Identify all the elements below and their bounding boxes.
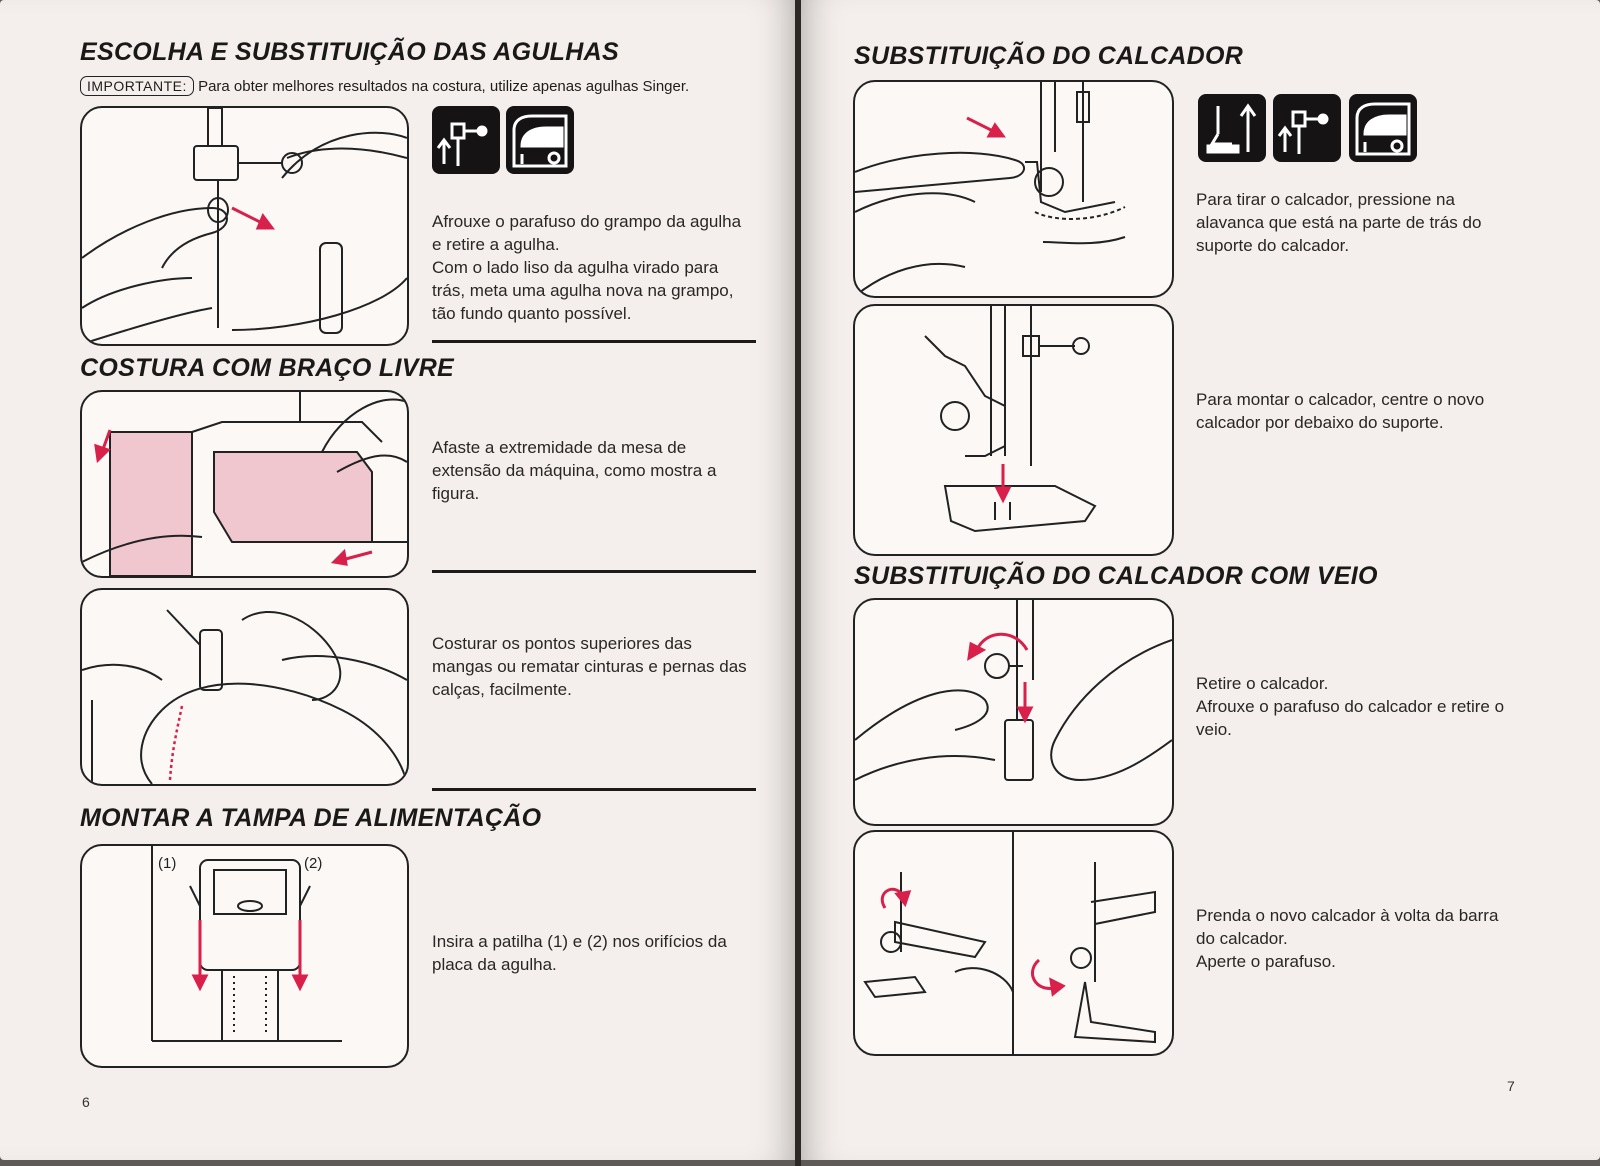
illustration-feed-cover xyxy=(80,844,409,1068)
divider xyxy=(432,340,756,343)
extension-table-drawing xyxy=(82,392,407,576)
needle-instructions: Afrouxe o parafuso do grampo da agulha e retire a agulha. Com o lado liso da agulha virado para trás, meta uma agulha nova na grampo, tão fundo quanto possível. xyxy=(432,212,742,323)
illustration-remove-shank xyxy=(853,598,1174,826)
label-pin-1: (1) xyxy=(158,855,177,872)
illustration-remove-foot xyxy=(853,80,1174,298)
heading-presser-foot: SUBSTITUIÇÃO DO CALCADOR xyxy=(854,42,1244,70)
divider xyxy=(432,788,756,791)
remove-foot-drawing xyxy=(855,82,1172,296)
mount-foot-instructions: Para montar o calcador, centre o novo calcador por debaixo do suporte. xyxy=(1196,390,1485,432)
divider xyxy=(432,570,756,573)
illustration-needle-change xyxy=(80,106,409,346)
heading-free-arm: COSTURA COM BRAÇO LIVRE xyxy=(80,354,455,382)
needle-up-icon-2 xyxy=(1273,94,1341,162)
remove-shank-drawing xyxy=(855,600,1172,824)
right-page xyxy=(801,0,1600,1160)
left-page xyxy=(0,0,795,1160)
heading-needle-replacement: ESCOLHA E SUBSTITUIÇÃO DAS AGULHAS xyxy=(80,38,619,66)
power-switch-off-icon-2 xyxy=(1349,94,1417,162)
illustration-extension-table xyxy=(80,390,409,578)
feed-cover-drawing xyxy=(82,846,407,1066)
needle-up-icon xyxy=(432,106,500,174)
illustration-mount-foot xyxy=(853,304,1174,556)
feed-cover-instructions: Insira a patilha (1) e (2) nos orifícios da placa da agulha. xyxy=(432,932,727,974)
illustration-free-arm-sewing xyxy=(80,588,409,786)
mount-foot-drawing xyxy=(855,306,1172,554)
label-pin-2: (2) xyxy=(304,855,323,872)
page-number-left: 6 xyxy=(82,1094,90,1110)
illustration-attach-new-foot xyxy=(853,830,1174,1056)
remove-foot-instructions: Para tirar o calcador, pressione na alavanca que está na parte de trás do suporte do calcador. xyxy=(1196,190,1482,255)
attach-foot-instructions: Prenda o novo calcador à volta da barra do calcador. Aperte o parafuso. xyxy=(1196,906,1499,971)
presser-foot-lift-icon xyxy=(1198,94,1266,162)
heading-feed-cover: MONTAR A TAMPA DE ALIMENTAÇÃO xyxy=(80,804,542,832)
important-text: Para obter melhores resultados na costura, utilize apenas agulhas Singer. xyxy=(198,78,690,95)
important-note xyxy=(80,76,689,96)
heading-presser-foot-shank: SUBSTITUIÇÃO DO CALCADOR COM VEIO xyxy=(854,562,1378,590)
attach-new-foot-drawing xyxy=(855,832,1172,1054)
important-badge: IMPORTANTE: xyxy=(80,76,194,96)
power-switch-off-icon xyxy=(506,106,574,174)
page-number-right: 7 xyxy=(1507,1078,1515,1094)
free-arm-sewing-drawing xyxy=(82,590,407,784)
remove-shank-instructions: Retire o calcador. Afrouxe o parafuso do calcador e retire o veio. xyxy=(1196,674,1505,739)
free-arm-instructions-1: Afaste a extremidade da mesa de extensão da máquina, como mostra a figura. xyxy=(432,438,717,503)
needle-change-drawing xyxy=(82,108,407,344)
free-arm-instructions-2: Costurar os pontos superiores das mangas ou rematar cinturas e pernas das calças, facilmente. xyxy=(432,634,747,699)
